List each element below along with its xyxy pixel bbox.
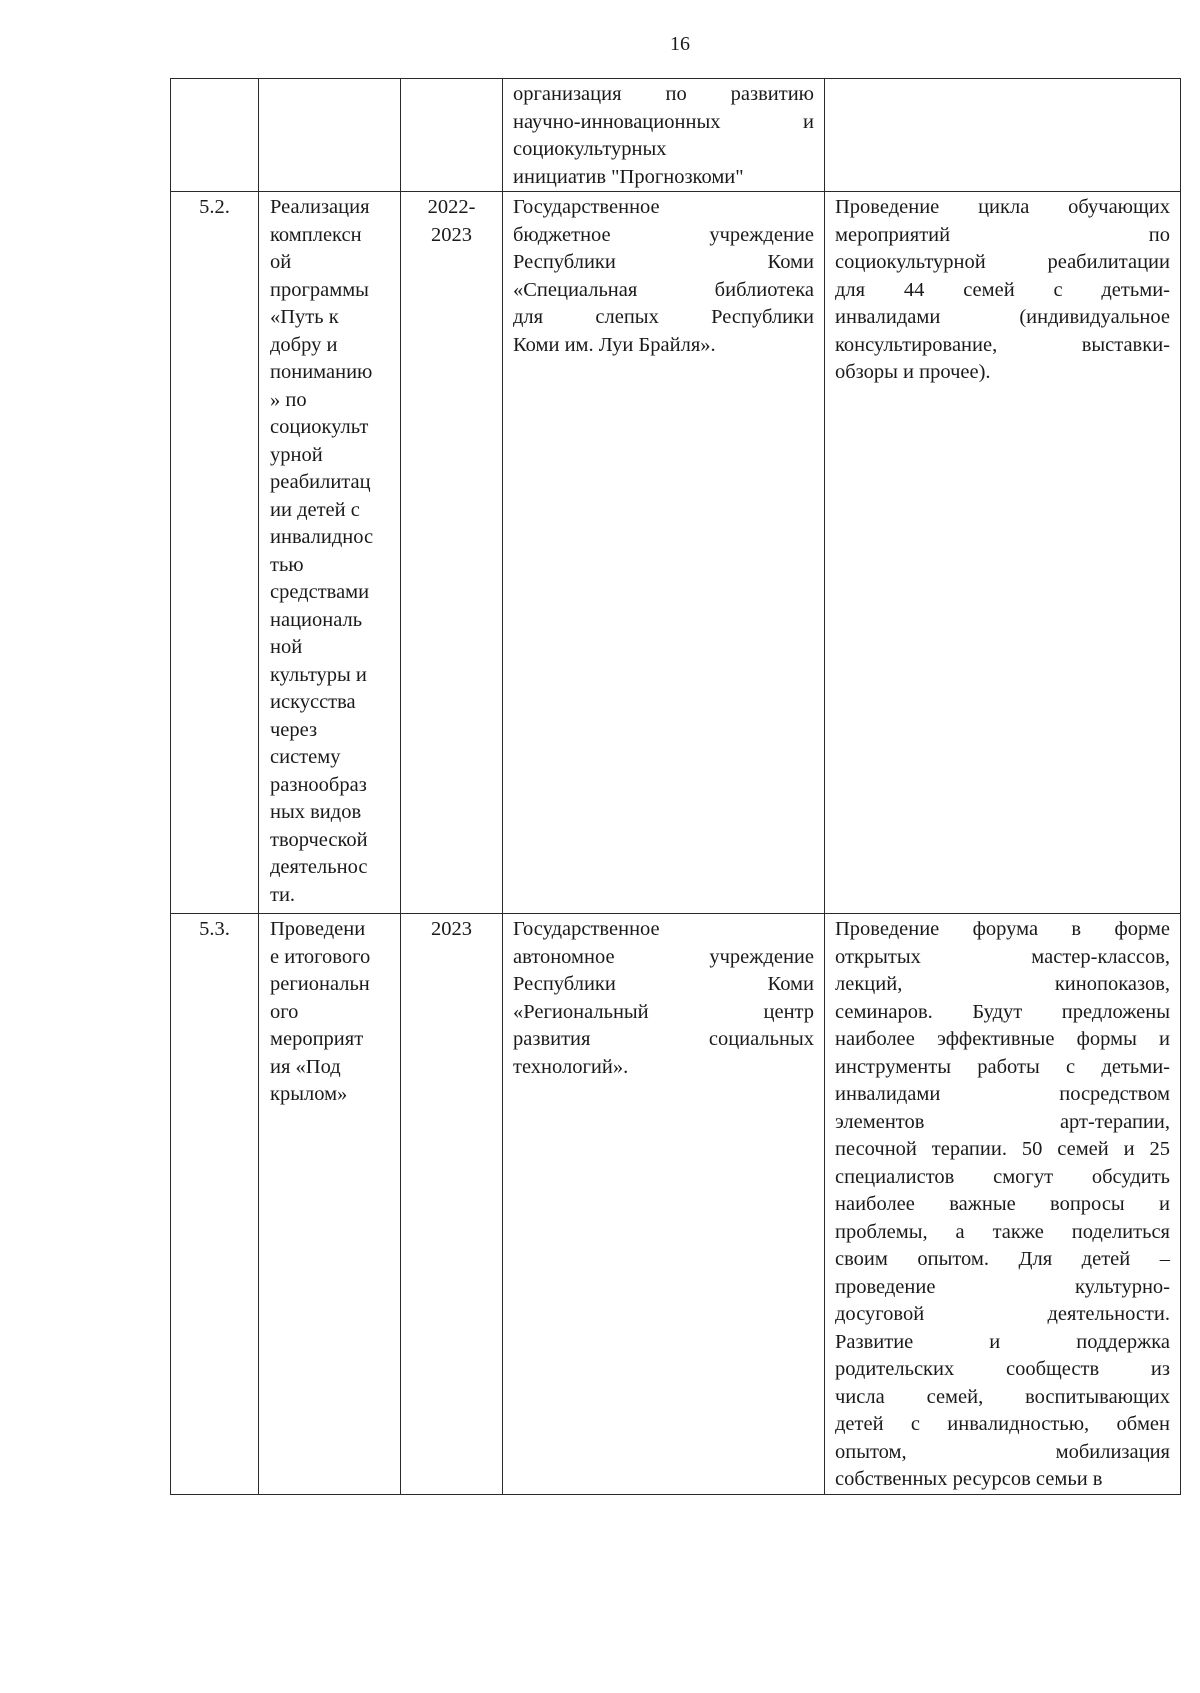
- cell-text-line: » по: [270, 388, 307, 411]
- measure-name-cell: [259, 914, 401, 1495]
- cell-text-line: досуговой деятельности.: [835, 1303, 1170, 1325]
- cell-text-line: организация по развитию: [513, 83, 814, 105]
- cell-text-line: мероприятий по: [835, 223, 1170, 246]
- cell-text-line: региональн: [270, 973, 370, 995]
- cell-text-line: систему: [270, 746, 341, 768]
- cell-text-line: ии детей с: [270, 498, 360, 521]
- cell-text-line: инвалиднос: [270, 526, 374, 548]
- cell-text-line: ти.: [270, 883, 296, 906]
- measure-name-cell: [259, 79, 401, 192]
- cell-text-line: Реализация: [270, 196, 370, 218]
- cell-text-line: проведение культурно-: [835, 1275, 1170, 1298]
- cell-text-line: своим опытом. Для детей –: [835, 1248, 1170, 1270]
- cell-text-line: проблемы, а также поделиться: [835, 1220, 1170, 1243]
- cell-text-line: е итогового: [270, 945, 371, 968]
- cell-text-line: опытом, мобилизация: [835, 1440, 1170, 1463]
- cell-text-line: обзоры и прочее).: [835, 361, 991, 383]
- cell-text-line: крылом»: [270, 1083, 348, 1105]
- cell-text-line: ных видов: [270, 801, 362, 823]
- cell-text-line: Проведение цикла обучающих: [835, 196, 1170, 218]
- cell-text-line: научно-инновационных и: [513, 110, 814, 133]
- cell-text-line: националь: [270, 608, 363, 631]
- term-cell: [401, 79, 503, 192]
- cell-text-line: добру и: [270, 333, 338, 356]
- cell-text-line: программы: [270, 278, 369, 301]
- result-cell: [825, 914, 1181, 1495]
- cell-text-line: Проведение форума в форме: [835, 918, 1170, 940]
- term-cell: [401, 192, 503, 914]
- row-number-cell: 5.2.: [171, 192, 259, 914]
- cell-text-line: родительских сообществ из: [835, 1358, 1170, 1380]
- cell-text-line: мероприят: [270, 1028, 364, 1050]
- executor-cell: [503, 192, 825, 914]
- row-number-cell: 5.3.: [171, 914, 259, 1495]
- cell-text-line: комплексн: [270, 223, 362, 246]
- cell-text-line: инвалидами посредством: [835, 1083, 1170, 1105]
- term-cell: [401, 914, 503, 1495]
- cell-text-line: бюджетное учреждение: [513, 223, 814, 246]
- cell-text-line: наиболее важные вопросы и: [835, 1193, 1170, 1215]
- cell-text-line: социокультурных: [513, 138, 667, 160]
- cell-text-line: 2023: [431, 918, 472, 940]
- cell-text-line: социокультурной реабилитации: [835, 251, 1170, 273]
- cell-text-line: Государственное: [513, 196, 660, 218]
- cell-text-line: лекций, кинопоказов,: [835, 973, 1170, 995]
- cell-text-line: ого: [270, 1000, 299, 1023]
- cell-text-line: Республики Коми: [513, 973, 814, 995]
- cell-text-line: развития социальных: [513, 1028, 814, 1050]
- cell-text-line: числа семей, воспитывающих: [835, 1385, 1170, 1408]
- cell-text-line: реабилитац: [270, 471, 371, 493]
- cell-text-line: искусства: [270, 691, 356, 713]
- cell-text-line: ной: [270, 636, 303, 658]
- measure-name-cell: [259, 192, 401, 914]
- cell-text-line: 2023: [431, 223, 472, 246]
- table-row: [171, 79, 1181, 192]
- measures-table: [170, 78, 1181, 1495]
- cell-text-line: Республики Коми: [513, 251, 814, 273]
- cell-text-line: средствами: [270, 581, 370, 603]
- cell-text-line: Государственное: [513, 918, 660, 940]
- cell-text-line: тью: [270, 553, 304, 576]
- cell-text-line: семинаров. Будут предложены: [835, 1000, 1170, 1023]
- cell-text-line: инициатив "Прогнозкоми": [513, 165, 744, 188]
- cell-text-line: «Путь к: [270, 306, 339, 328]
- cell-text-line: деятельнос: [270, 856, 368, 878]
- cell-text-line: специалистов смогут обсудить: [835, 1165, 1170, 1188]
- cell-text-line: социокульт: [270, 416, 369, 438]
- cell-text-line: «Специальная библиотека: [513, 278, 814, 301]
- cell-text-line: культуры и: [270, 663, 367, 686]
- table-row: [171, 192, 1181, 914]
- cell-text-line: «Региональный центр: [513, 1000, 814, 1023]
- cell-text-line: ой: [270, 251, 292, 273]
- row-number-cell: [171, 79, 259, 192]
- cell-text-line: 2022-: [427, 196, 476, 218]
- cell-text-line: наиболее эффективные формы и: [835, 1028, 1170, 1050]
- result-cell: [825, 79, 1181, 192]
- cell-text-line: через: [270, 718, 318, 741]
- table-row: [171, 914, 1181, 1495]
- cell-text-line: консультирование, выставки-: [835, 333, 1170, 356]
- cell-text-line: для 44 семей с детьми-: [835, 278, 1170, 301]
- cell-text-line: песочной терапии. 50 семей и 25: [835, 1138, 1170, 1160]
- cell-text-line: Проведени: [270, 918, 366, 940]
- executor-cell: [503, 79, 825, 192]
- page-number: 16: [670, 33, 690, 55]
- cell-text-line: пониманию: [270, 361, 373, 383]
- cell-text-line: разнообраз: [270, 773, 367, 796]
- cell-text-line: технологий».: [513, 1055, 629, 1078]
- cell-text-line: для слепых Республики: [513, 306, 814, 328]
- cell-text-line: урной: [270, 443, 323, 466]
- cell-text-line: ия «Под: [270, 1055, 341, 1078]
- cell-text-line: инструменты работы с детьми-: [835, 1055, 1170, 1078]
- executor-cell: [503, 914, 825, 1495]
- result-cell: [825, 192, 1181, 914]
- cell-text-line: инвалидами (индивидуальное: [835, 306, 1170, 328]
- cell-text-line: детей с инвалидностью, обмен: [835, 1413, 1170, 1435]
- cell-text-line: собственных ресурсов семьи в: [835, 1468, 1103, 1490]
- cell-text-line: элементов арт-терапии,: [835, 1110, 1170, 1133]
- cell-text-line: творческой: [270, 828, 368, 851]
- cell-text-line: Развитие и поддержка: [835, 1330, 1170, 1353]
- cell-text-line: открытых мастер-классов,: [835, 945, 1170, 968]
- cell-text-line: Коми им. Луи Брайля».: [513, 333, 716, 356]
- cell-text-line: автономное учреждение: [513, 945, 814, 968]
